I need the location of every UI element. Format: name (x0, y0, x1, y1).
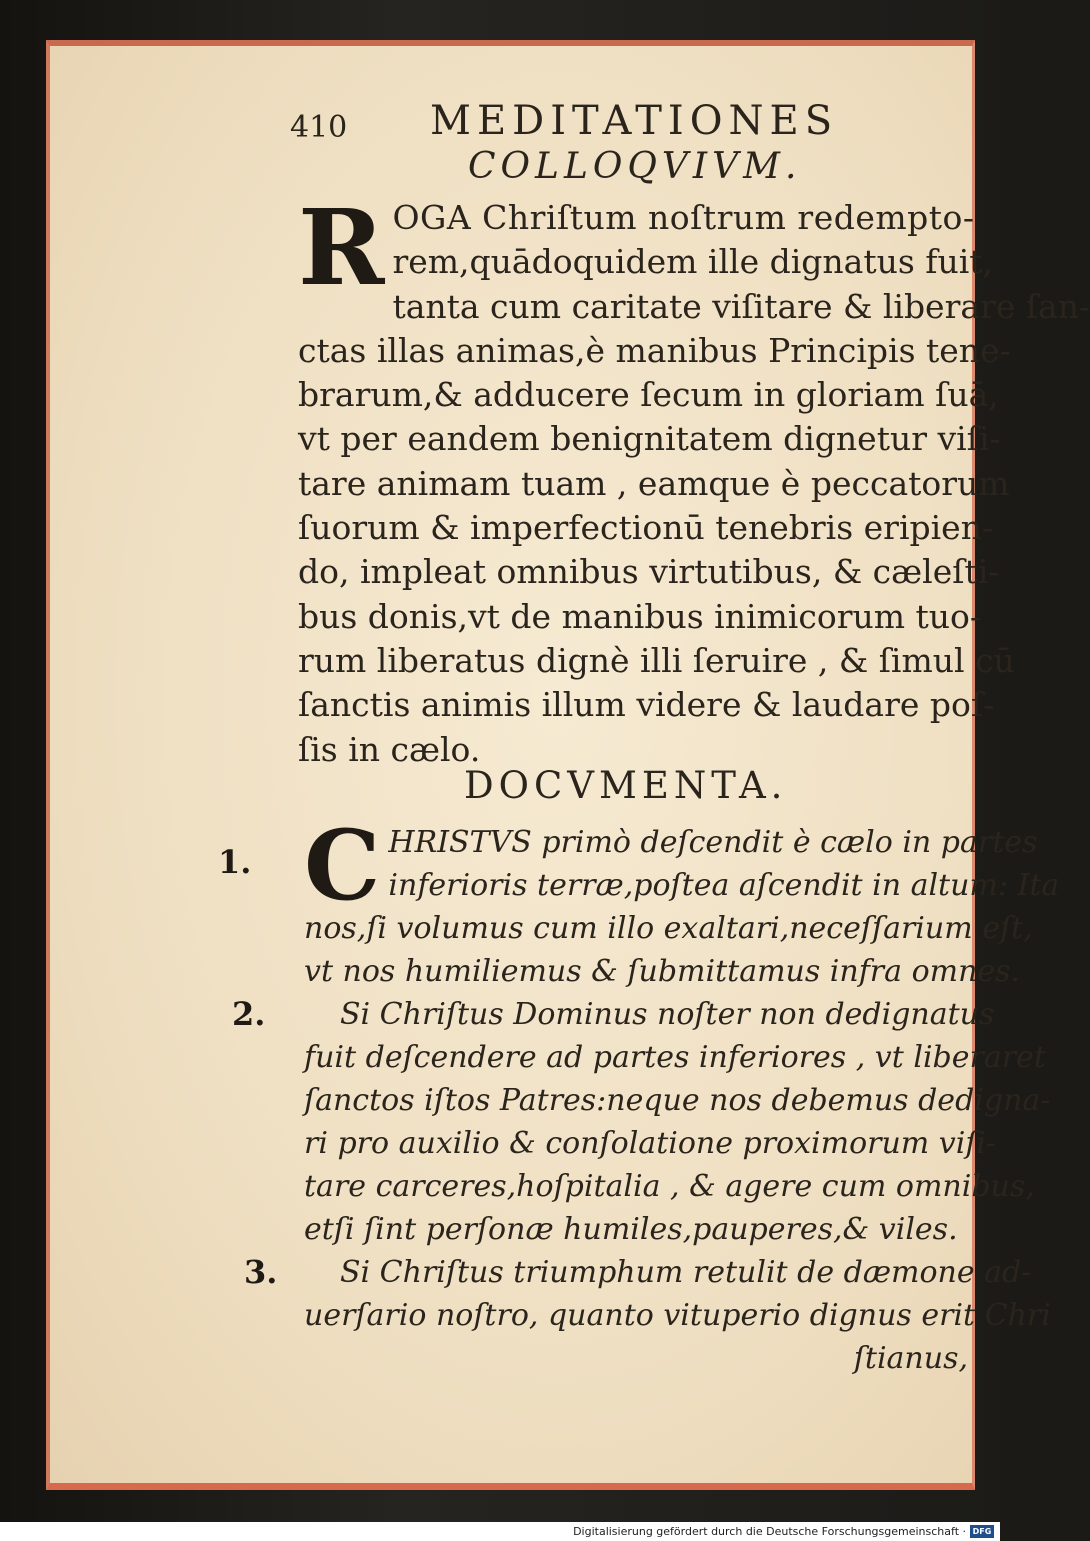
text-line: tare carceres,hoſpitalia , & agere cum omnibus, (304, 1169, 1035, 1204)
text-line: HRISTVS primò deſcendit è cælo in partes (388, 825, 1038, 860)
text-line: OGA Chriſtum noſtrum redempto- (392, 198, 975, 237)
text-line: uerſario noſtro, quanto vituperio dignus erit Chri (304, 1298, 1051, 1333)
drop-cap-r: R (298, 186, 385, 309)
drop-cap-c: C (304, 809, 381, 922)
documenta-heading: DOCVMENTA. (464, 764, 788, 807)
item-number: 2. (232, 995, 266, 1033)
text-line: vt nos humiliemus & ſubmittamus infra omnes. (304, 954, 1021, 989)
text-line: do, impleat omnibus virtutibus, & cæleſti- (298, 552, 1000, 592)
text-line: tanta cum caritate viſitare & liberare ſan- (392, 286, 1090, 326)
dfg-logo-icon: DFG (970, 1525, 994, 1538)
documenta-item-3 (218, 1251, 1051, 1380)
text-line: etſi ſint perſonæ humiles,pauperes,& viles. (304, 1212, 958, 1247)
item-number: 1. (218, 843, 252, 881)
text-line: Si Chriſtus Dominus noſter non dedignatus (340, 997, 995, 1032)
text-line: ſanctos iſtos Patres:neque nos debemus dedigna- (304, 1083, 1051, 1118)
text-line: ctas illas animas,è manibus Principis tene- (298, 330, 1011, 370)
text-line: inferioris terræ,poſtea aſcendit in altum: Ita (388, 868, 1060, 903)
text-line: rum liberatus dignè illi ſeruire , & ſimul cū (298, 640, 1015, 680)
page-number: 410 (290, 110, 348, 145)
text-line: ſis in cælo. (298, 729, 481, 769)
footer-credit: Digitalisierung gefördert durch die Deutsche Forschungsgemeinschaft · (573, 1525, 966, 1538)
book-page (46, 40, 1090, 1490)
text-line: ſuorum & imperfectionū tenebris eripien- (298, 508, 994, 548)
documenta-item-1 (218, 809, 1060, 993)
text-line: bus donis,vt de manibus inimicorum tuo- (298, 596, 982, 636)
text-line: ri pro auxilio & conſolatione proximorum viſi- (304, 1126, 997, 1161)
text-line: rem,quādoquidem ille dignatus fuit, (392, 242, 994, 282)
colloquium-heading: COLLOQVIVM. (468, 146, 802, 187)
item-number: 3. (244, 1253, 278, 1291)
text-line: brarum,& adducere ſecum in gloriam ſuā, (298, 375, 999, 415)
text-line: fuit deſcendere ad partes inferiores , vt liberaret (304, 1040, 1046, 1075)
text-line: nos,ſi volumus cum illo exaltari,neceſſarium eſt, (304, 911, 1033, 946)
running-head: MEDITATIONES (430, 98, 839, 144)
text-line: ſtianus, (853, 1341, 968, 1376)
digitization-footer (0, 1522, 1000, 1541)
text-line: Si Chriſtus triumphum retulit de dæmone ad- (340, 1255, 1032, 1290)
documenta-list (218, 809, 1060, 1380)
text-line: vt per eandem benignitatem dignetur viſi- (298, 419, 1001, 459)
text-line: ſanctis animis illum videre & laudare poſ- (298, 685, 995, 725)
text-line: tare animam tuam , eamque è peccatorum (298, 463, 1010, 503)
colloquium-text (298, 186, 1090, 772)
documenta-item-2 (218, 993, 1051, 1251)
